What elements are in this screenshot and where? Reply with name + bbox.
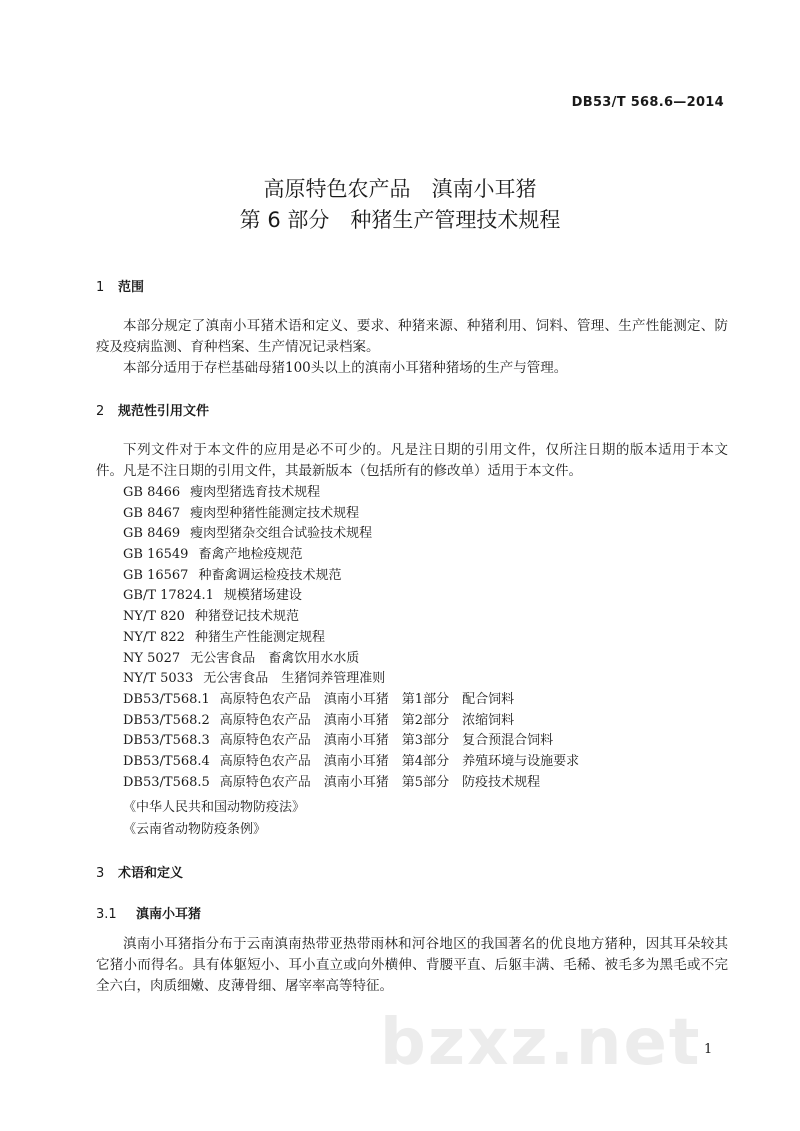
reference-item <box>123 566 579 587</box>
law-reference: 《云南省动物防疫条例》 <box>123 822 267 837</box>
reference-code: DB53/T568.1 <box>123 691 210 707</box>
reference-code: DB53/T568.2 <box>123 712 210 728</box>
reference-code: GB 8469 <box>123 526 181 542</box>
subsection-number: 3.1 <box>96 907 117 922</box>
reference-title: 高原特色农产品 滇南小耳猪 第1部分 配合饲料 <box>219 691 515 707</box>
definition-paragraph: 滇南小耳猪指分布于云南滇南热带亚热带雨林和河谷地区的我国著名的优良地方猪种，因其耳朵较其它猪小而得名。具有体躯短小、耳小直立或向外横伸、背腰平直、后躯丰满、毛稀、被毛多为黑毛或不完全六白，肉质细嫩、皮薄骨细、屠宰率高等特征。 <box>96 936 728 994</box>
section-3-heading <box>96 862 183 881</box>
reference-title: 瘦肉型猪杂交组合试验技术规程 <box>190 526 373 542</box>
reference-item <box>123 752 579 773</box>
document-title-line1: 高原特色农产品 滇南小耳猪 <box>263 177 537 201</box>
reference-title: 高原特色农产品 滇南小耳猪 第2部分 浓缩饲料 <box>219 712 515 728</box>
reference-item <box>123 773 579 794</box>
reference-code: GB 8467 <box>123 505 181 521</box>
reference-title: 瘦肉型猪选育技术规程 <box>190 485 321 500</box>
reference-item <box>123 524 579 545</box>
reference-code: NY 5027 <box>123 650 181 666</box>
normative-reference-list <box>123 483 579 793</box>
reference-item <box>123 669 579 690</box>
reference-item <box>123 545 579 566</box>
reference-title: 畜禽产地检疫规范 <box>198 547 303 563</box>
document-title-line2: 第 6 部分 种猪生产管理技术规程 <box>239 208 561 232</box>
section-title: 范围 <box>118 280 145 295</box>
reference-code: GB 8466 <box>123 485 181 500</box>
reference-item <box>123 483 579 504</box>
law-reference: 《中华人民共和国动物防疫法》 <box>123 800 306 815</box>
reference-item <box>123 649 579 670</box>
reference-code: GB 16549 <box>123 547 189 563</box>
subsection-3-1-heading <box>96 903 201 922</box>
reference-item <box>123 731 579 752</box>
section-1-paragraph-1: 本部分规定了滇南小耳猪术语和定义、要求、种猪来源、种猪利用、饲料、管理、生产性能测定、防疫及疫病监测、育种档案、生产情况记录档案。 <box>96 318 728 355</box>
reference-item <box>123 607 579 628</box>
reference-title: 规模猪场建设 <box>223 588 302 604</box>
reference-title: 无公害食品 畜禽饮用水水质 <box>190 650 360 666</box>
reference-item <box>123 504 579 525</box>
reference-item <box>123 711 579 732</box>
section-title: 术语和定义 <box>118 866 184 881</box>
reference-item <box>123 690 579 711</box>
reference-title: 种畜禽调运检疫技术规范 <box>198 567 342 583</box>
reference-item <box>123 628 579 649</box>
reference-title: 种猪生产性能测定规程 <box>194 629 325 645</box>
reference-title: 无公害食品 生猪饲养管理准则 <box>203 671 386 687</box>
reference-code: DB53/T568.3 <box>123 733 210 749</box>
section-2-heading <box>96 400 209 419</box>
section-number: 2 <box>96 404 105 419</box>
reference-title: 种猪登记技术规范 <box>194 609 299 625</box>
page-number: 1 <box>704 1042 713 1057</box>
watermark-text: bzxz.net <box>380 1006 702 1080</box>
section-2-intro: 下列文件对于本文件的应用是必不可少的。凡是注日期的引用文件，仅所注日期的版本适用于本文件。凡是不注日期的引用文件，其最新版本（包括所有的修改单）适用于本文件。 <box>96 442 728 479</box>
subsection-title: 滇南小耳猪 <box>136 907 202 922</box>
standard-code: DB53/T 568.6—2014 <box>571 95 724 110</box>
section-1-heading <box>96 276 144 295</box>
reference-title: 瘦肉型种猪性能测定技术规程 <box>190 505 360 521</box>
reference-code: NY/T 820 <box>123 609 185 625</box>
section-1-paragraph-2: 本部分适用于存栏基础母猪100头以上的滇南小耳猪种猪场的生产与管理。 <box>123 360 568 376</box>
reference-code: NY/T 5033 <box>123 671 194 687</box>
reference-title: 高原特色农产品 滇南小耳猪 第3部分 复合预混合饲料 <box>219 733 554 749</box>
reference-code: DB53/T568.4 <box>123 753 210 769</box>
reference-code: GB 16567 <box>123 567 189 583</box>
section-number: 1 <box>96 280 105 295</box>
reference-code: NY/T 822 <box>123 629 185 645</box>
reference-item <box>123 586 579 607</box>
section-title: 规范性引用文件 <box>118 404 210 419</box>
reference-title: 高原特色农产品 滇南小耳猪 第5部分 防疫技术规程 <box>219 774 541 790</box>
reference-code: GB/T 17824.1 <box>123 588 214 604</box>
reference-code: DB53/T568.5 <box>123 774 210 790</box>
reference-title: 高原特色农产品 滇南小耳猪 第4部分 养殖环境与设施要求 <box>219 753 580 769</box>
section-number: 3 <box>96 866 105 881</box>
